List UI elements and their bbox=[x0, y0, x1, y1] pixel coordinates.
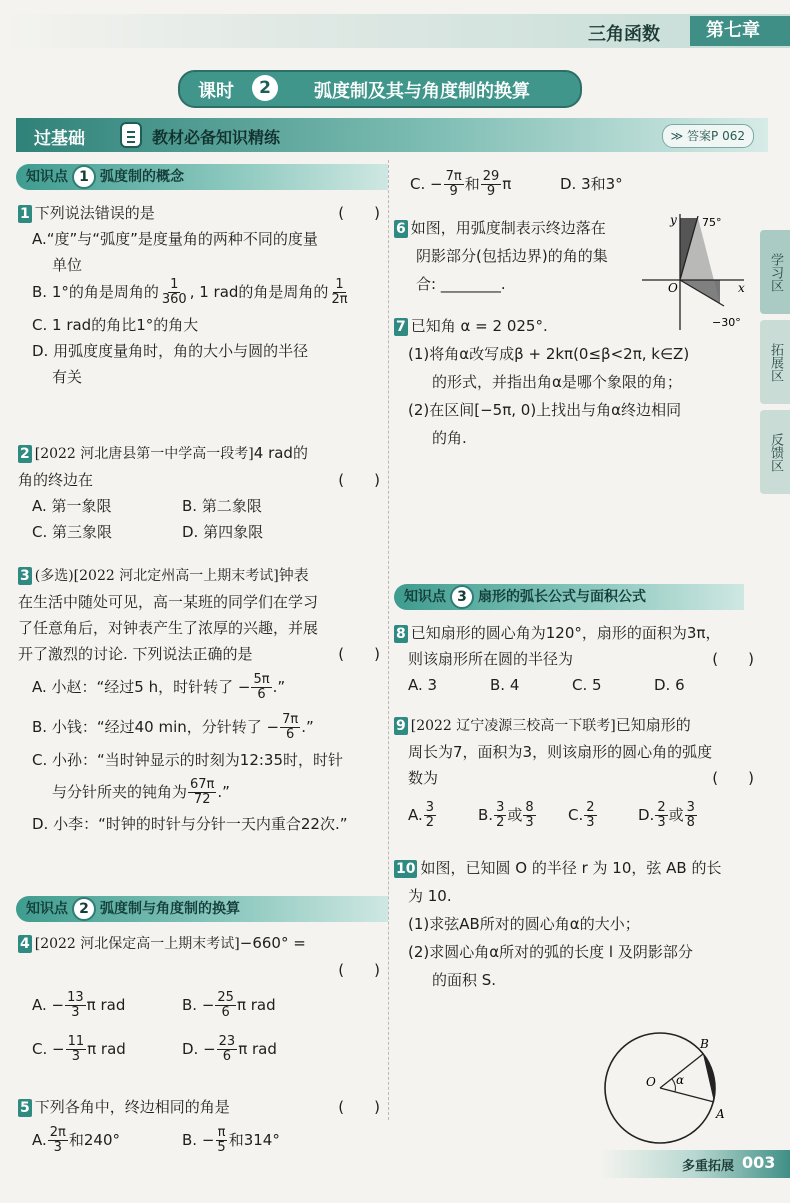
radius-oa bbox=[660, 1088, 714, 1102]
answer-blank[interactable]: ( ) bbox=[338, 645, 380, 663]
answer-ref-pill[interactable] bbox=[662, 124, 754, 148]
options-row-1: A. − $\frac{13}{3}$ π rad B. − $\frac{25}{6}$ π rad bbox=[32, 990, 276, 1020]
answer-blank[interactable]: ( ) bbox=[338, 961, 380, 979]
question-number: 8 bbox=[396, 626, 406, 642]
stem-line-3: 了任意角后，对钟表产生了浓厚的兴趣，并展 bbox=[18, 619, 319, 637]
chapter-number-text: 第七章 bbox=[706, 20, 760, 41]
side-tab-expand[interactable]: 拓展区 bbox=[760, 320, 790, 404]
option-d: D. 小李：“时钟的时针与分针一天内重合22次.” bbox=[32, 815, 348, 833]
question-10: 10 如图，已知圆 O 的半径 r 为 10，弦 AB 的长 为 10. (1)求弦AB所对的圆心角α的大小； (2)求圆心角α所对的弧的长度 l 及阴影部分 的面积 S. bbox=[396, 859, 722, 989]
question-number: 7 bbox=[396, 319, 406, 335]
knowledge-point-2 bbox=[16, 896, 388, 922]
question-number: 1 bbox=[20, 206, 30, 222]
figure-q10 bbox=[600, 1022, 730, 1152]
kp-title: 扇形的弧长公式与面积公式 bbox=[478, 589, 646, 605]
question-2 bbox=[18, 440, 380, 545]
section-bar bbox=[16, 118, 768, 152]
origin-label: O bbox=[668, 281, 678, 295]
lesson-banner bbox=[178, 70, 582, 108]
section-subtitle: 教材必备知识精练 bbox=[152, 128, 281, 147]
shaded-segment bbox=[703, 1054, 716, 1102]
notebook-icon bbox=[120, 122, 142, 148]
lesson-number: 2 bbox=[252, 75, 278, 101]
question-5 bbox=[18, 1094, 380, 1160]
question-9: 9 [2022 辽宁凌源三校高一下联考]已知扇形的 周长为7，面积为3，则该扇形的圆心角的弧度 数为 ( ) A. $\frac{3}{2}$ B. $\frac{3}{2}$ 或 $\frac{8}{3}$ C. $\frac{2}{3}$ D. $\frac{2}{3}$ 或 $\frac{3}{8}$ bbox=[394, 712, 754, 839]
options-row-1: A. $\frac{2\pi}{3}$ 和240° B. − $\frac{\pi}{5}$ 和314° bbox=[32, 1125, 280, 1155]
kp-number: 2 bbox=[72, 897, 96, 921]
answer-blank[interactable]: ( ) bbox=[712, 650, 754, 668]
source-tag: (多选)[2022 河北定州高一上期末考试] bbox=[34, 568, 279, 584]
question-number: 4 bbox=[20, 936, 30, 952]
chapter-number bbox=[690, 16, 790, 46]
option-a-cont: 单位 bbox=[52, 256, 83, 274]
chapter-title: 三角函数 bbox=[588, 24, 660, 45]
kp-label: 知识点 bbox=[404, 589, 446, 605]
options-row-2: C. − $\frac{11}{3}$ π rad D. − $\frac{23}{6}$ π rad bbox=[32, 1034, 277, 1064]
knowledge-point-1 bbox=[16, 164, 388, 190]
source-tag: [2022 河北保定高一上期末考试] bbox=[34, 936, 240, 952]
question-number: 2 bbox=[20, 446, 30, 462]
header-band bbox=[0, 14, 790, 48]
option-c: C. 1 rad的角比1°的角大 bbox=[32, 316, 199, 334]
question-number: 10 bbox=[396, 861, 416, 877]
knowledge-point-3 bbox=[394, 584, 744, 610]
question-number: 9 bbox=[396, 718, 406, 734]
option-c-cont: 与分针所夹的钝角为 $\frac{67\pi}{72}$ .” bbox=[52, 777, 230, 807]
kp-number: 1 bbox=[72, 165, 96, 189]
option-d-cont: 有关 bbox=[52, 368, 83, 386]
kp-label: 知识点 bbox=[26, 169, 68, 185]
answer-blank[interactable]: ( ) bbox=[338, 204, 380, 222]
option-b: B. 小钱：“经过40 min，分针转了 − $\frac{7\pi}{6}$ .” bbox=[32, 712, 314, 742]
options-row: A. 3 B. 4 C. 5 D. 6 bbox=[408, 676, 685, 694]
kp-title: 弧度制的概念 bbox=[100, 169, 184, 185]
option-b: B. 1°的角是周角的 $\frac{1}{360}$ , 1 rad的角是周角的 $\frac{1}{2\pi}$ bbox=[32, 277, 348, 307]
kp-label: 知识点 bbox=[26, 901, 68, 917]
page-number: 003 bbox=[742, 1153, 776, 1172]
answer-blank[interactable]: 合: ________. bbox=[416, 275, 506, 293]
y-label: y bbox=[670, 213, 677, 227]
label-b: B bbox=[700, 1037, 709, 1051]
source-tag: [2022 辽宁凌源三校高一下联考] bbox=[410, 718, 616, 734]
x-label: x bbox=[738, 281, 745, 295]
side-tab-feedback[interactable]: 反馈区 bbox=[760, 410, 790, 494]
option-d: D. 用弧度度量角时，角的大小与圆的半径 bbox=[32, 342, 309, 360]
stem-line-4: 开了激烈的讨论. 下列说法正确的是 bbox=[18, 645, 253, 663]
angle-neg30-label: −30° bbox=[712, 316, 741, 329]
kp-title: 弧度制与角度制的换算 bbox=[100, 901, 240, 917]
label-o: O bbox=[646, 1075, 656, 1089]
label-a: A bbox=[716, 1107, 725, 1121]
column-divider bbox=[388, 160, 390, 1120]
question-stem: −660° = bbox=[239, 934, 306, 952]
question-stem-2: 角的终边在 bbox=[18, 471, 94, 489]
side-tab-study[interactable]: 学习区 bbox=[760, 230, 790, 314]
option-c: C. 小孙：“当时钟显示的时刻为12:35时，时针 bbox=[32, 751, 344, 769]
options-row-1: A. 第一象限 B. 第二象限 bbox=[32, 497, 262, 515]
answer-blank[interactable]: ( ) bbox=[712, 769, 754, 787]
options-row: A. $\frac{3}{2}$ B. $\frac{3}{2}$ 或 $\frac{8}{3}$ C. $\frac{2}{3}$ D. $\frac{2}{3}$ 或 $\frac{3}{8}$ bbox=[408, 800, 695, 830]
lesson-label: 课时 bbox=[198, 81, 234, 102]
option-a: A.“度”与“弧度”是度量角的两种不同的度量 bbox=[32, 230, 318, 248]
question-stem: 4 rad的 bbox=[253, 444, 308, 462]
stem-line-2: 在生活中随处可见，高一某班的同学们在学习 bbox=[18, 593, 319, 611]
question-number: 3 bbox=[20, 568, 30, 584]
kp-number: 3 bbox=[450, 585, 474, 609]
answer-ref-text: 答案P 062 bbox=[687, 129, 745, 143]
question-1 bbox=[18, 200, 380, 390]
question-number: 6 bbox=[396, 221, 406, 237]
question-8: 8 已知扇形的圆心角为120°，扇形的面积为3π， 则该扇形所在圆的半径为 ( ) A. 3 B. 4 C. 5 D. 6 bbox=[394, 620, 754, 698]
section-title: 过基础 bbox=[34, 129, 85, 149]
angle-arc bbox=[672, 1079, 675, 1092]
footer-label: 多重拓展 bbox=[682, 1159, 735, 1174]
question-number: 5 bbox=[20, 1100, 30, 1116]
answer-blank[interactable]: ( ) bbox=[338, 1098, 380, 1116]
question-stem: 下列说法错误的是 bbox=[34, 204, 155, 222]
answer-blank[interactable]: ( ) bbox=[338, 471, 380, 489]
question-7: 7 已知角 α = 2 025°. (1)将角α改写成β + 2kπ(0≤β<2π, k∈Z) 的形式，并指出角α是哪个象限的角； (2)在区间[−5π, 0)上找出与角α终边相同 的角. bbox=[396, 317, 690, 447]
lesson-title: 弧度制及其与角度制的换算 bbox=[314, 81, 530, 102]
question-3 bbox=[18, 562, 380, 837]
question-stem: 钟表 bbox=[278, 566, 309, 584]
source-tag: [2022 河北唐县第一中学高一段考] bbox=[34, 446, 254, 462]
angle-75-label: 75° bbox=[702, 216, 722, 229]
label-alpha: α bbox=[676, 1073, 685, 1087]
double-chevron-icon: ≫ bbox=[670, 129, 684, 143]
question-stem: 下列各角中，终边相同的角是 bbox=[34, 1098, 230, 1116]
question-5-cont: C. − $\frac{7\pi}{9}$ 和 $\frac{29}{9}$ π D. 3和3° bbox=[410, 169, 623, 199]
question-6: 6 如图，用弧度制表示终边落在 阴影部分(包括边界)的角的集 合: ________. bbox=[394, 214, 644, 298]
option-a: A. 小赵：“经过5 h，时针转了 − $\frac{5\pi}{6}$ .” bbox=[32, 672, 286, 702]
options-row-2: C. 第三象限 D. 第四象限 bbox=[32, 523, 264, 541]
question-4 bbox=[18, 930, 380, 1071]
